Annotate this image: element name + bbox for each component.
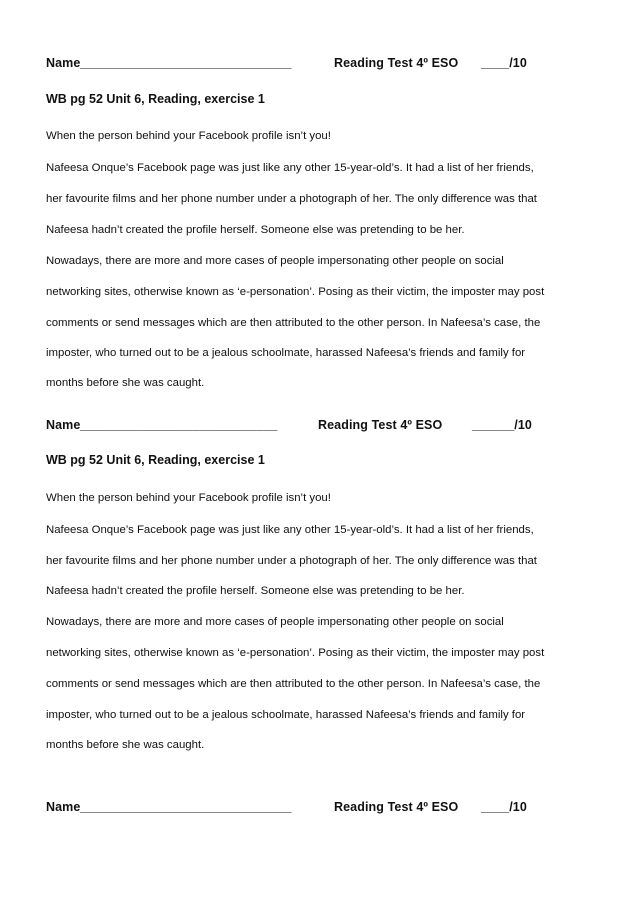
score-blank: ____/10 xyxy=(481,800,527,814)
name-blank-line: ____________________________ xyxy=(80,418,278,432)
passage-line: Nafeesa Onque’s Facebook page was just like any other 15-year-old’s. It had a list of her friends, xyxy=(46,524,534,536)
score-blank: ______/10 xyxy=(472,418,532,432)
section-1-subtitle: WB pg 52 Unit 6, Reading, exercise 1 xyxy=(46,92,265,106)
passage-line: Nafeesa hadn’t created the profile herself. Someone else was pretending to be her. xyxy=(46,224,465,236)
name-label: Name xyxy=(46,800,81,814)
passage-line: Nowadays, there are more and more cases of people impersonating other people on social xyxy=(46,616,504,628)
test-label: Reading Test 4º ESO xyxy=(318,418,443,432)
section-2-subtitle: WB pg 52 Unit 6, Reading, exercise 1 xyxy=(46,453,265,467)
passage-title: When the person behind your Facebook profile isn’t you! xyxy=(46,130,331,142)
name-blank-line: ______________________________ xyxy=(80,800,292,814)
passage-line: comments or send messages which are then attributed to the other person. In Nafeesa’s case, the xyxy=(46,678,541,690)
passage-line: imposter, who turned out to be a jealous schoolmate, harassed Nafeesa’s friends and family for xyxy=(46,709,526,721)
score-blank: ____/10 xyxy=(481,56,527,70)
test-label: Reading Test 4º ESO xyxy=(334,56,459,70)
passage-line: comments or send messages which are then attributed to the other person. In Nafeesa’s case, the xyxy=(46,317,541,329)
passage-line: Nowadays, there are more and more cases of people impersonating other people on social xyxy=(46,255,504,267)
passage-line: networking sites, otherwise known as ‘e-personation’. Posing as their victim, the imposter may post xyxy=(46,286,545,298)
passage-line: Nafeesa hadn’t created the profile herself. Someone else was pretending to be her. xyxy=(46,585,465,597)
name-blank-line: ______________________________ xyxy=(80,56,292,70)
passage-line: months before she was caught. xyxy=(46,739,205,751)
passage-line: her favourite films and her phone number under a photograph of her. The only difference was that xyxy=(46,193,537,205)
passage-line: months before she was caught. xyxy=(46,377,205,389)
passage-line: networking sites, otherwise known as ‘e-personation’. Posing as their victim, the imposter may post xyxy=(46,647,545,659)
passage-title: When the person behind your Facebook profile isn’t you! xyxy=(46,492,331,504)
test-label: Reading Test 4º ESO xyxy=(334,800,459,814)
passage-line: imposter, who turned out to be a jealous schoolmate, harassed Nafeesa’s friends and family for xyxy=(46,347,526,359)
name-label: Name xyxy=(46,56,81,70)
name-label: Name xyxy=(46,418,81,432)
passage-line: Nafeesa Onque’s Facebook page was just like any other 15-year-old’s. It had a list of her friends, xyxy=(46,162,534,174)
passage-line: her favourite films and her phone number under a photograph of her. The only difference was that xyxy=(46,555,537,567)
